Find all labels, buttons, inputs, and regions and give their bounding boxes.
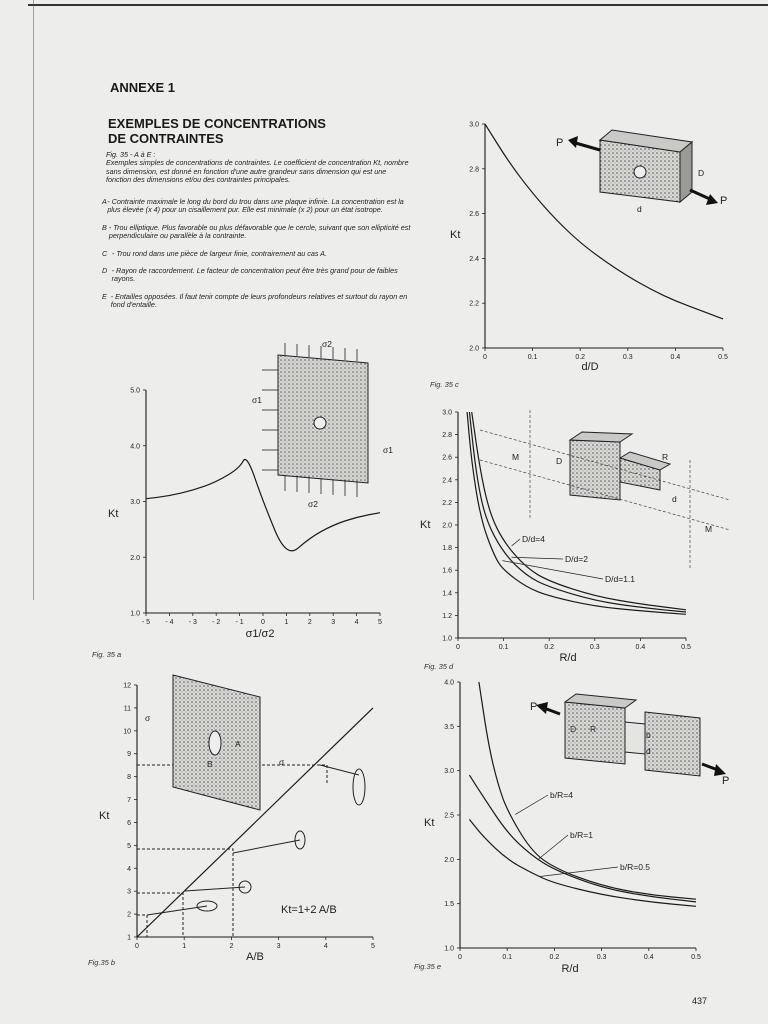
list-item: D - Rayon de raccordement. Le facteur de concentration peut être très grand pour de faibles rayons. — [102, 266, 398, 284]
y-tick-label: 2.0 — [444, 856, 454, 864]
y-tick-label: 5.0 — [130, 387, 140, 395]
stress-label: σ2 — [308, 499, 318, 509]
legend-label: D/d=4 — [522, 534, 545, 544]
y-tick-label: 3.0 — [130, 499, 140, 506]
y-tick-label: 1.4 — [442, 590, 452, 598]
x-tick-label: 0.2 — [549, 954, 560, 961]
x-tick-label: 5 — [371, 943, 375, 950]
stress-label: σ1 — [383, 445, 393, 455]
intro-block — [106, 151, 411, 185]
x-tick-label: 0 — [483, 354, 487, 361]
list-item: C - Trou rond dans une pièce de largeur finie, contrairement au cas A. — [102, 248, 327, 258]
stress-label: σ — [279, 757, 285, 767]
legend-leader — [539, 835, 568, 859]
chart-35d — [420, 400, 765, 665]
x-tick-label: 4 — [354, 619, 359, 626]
y-tick-label: 1.0 — [442, 635, 452, 643]
dim-label: R — [590, 724, 597, 734]
chart-35e — [420, 672, 765, 977]
title-line-1: EXEMPLES DE CONCENTRATIONS — [108, 116, 326, 131]
legend-label: b/R=1 — [570, 830, 593, 840]
y-tick-label: 1.0 — [444, 945, 454, 953]
y-tick-label: 1.6 — [442, 567, 452, 575]
y-tick-label: 4.0 — [130, 443, 140, 451]
y-tick-label: 1.8 — [442, 545, 452, 553]
y-tick-label: 2.0 — [469, 345, 479, 353]
plate-illustration — [262, 343, 368, 497]
page-number: 437 — [692, 996, 708, 1006]
x-tick-label: 0.3 — [589, 644, 600, 651]
y-tick-label: 1.0 — [130, 610, 140, 618]
x-tick-label: - 1 — [235, 619, 244, 626]
y-tick-label: 1 — [127, 934, 131, 942]
dim-label: b — [646, 730, 651, 740]
x-tick-label: 0 — [456, 644, 460, 651]
ticks — [442, 410, 691, 652]
y-tick-label: 2 — [127, 911, 131, 919]
dim-label: d — [672, 494, 677, 504]
x-tick-label: 0.5 — [718, 354, 728, 361]
x-tick-label: - 5 — [141, 619, 151, 626]
dim-label: D — [556, 456, 563, 466]
section-title — [108, 116, 368, 146]
top-rule — [28, 4, 768, 6]
legend-leader — [515, 795, 548, 815]
y-tick-label: 9 — [127, 751, 131, 759]
stress-label: σ1 — [252, 395, 262, 405]
y-axis-label: Kt — [424, 817, 435, 829]
y-tick-label: 3 — [127, 888, 131, 896]
y-tick-label: 3.0 — [469, 121, 479, 129]
y-tick-label: 2.4 — [442, 477, 452, 485]
load-label: P — [556, 137, 564, 149]
x-tick-label: 0 — [458, 954, 462, 961]
chart-35a — [100, 335, 395, 645]
y-tick-label: 2.2 — [442, 499, 452, 507]
y-tick-label: 3.0 — [442, 409, 452, 417]
y-tick-label: 2.8 — [442, 432, 452, 440]
y-axis-label: Kt — [108, 508, 119, 520]
y-tick-label: 5 — [127, 842, 131, 850]
dim-label: A — [235, 739, 241, 749]
y-tick-label: 2.0 — [442, 522, 452, 530]
legend-leader — [512, 539, 520, 546]
x-tick-label: 3 — [276, 943, 281, 950]
x-axis-label: σ1/σ2 — [245, 628, 275, 640]
dim-label: d — [646, 746, 651, 756]
dim-label: B — [207, 759, 213, 769]
legend-leader — [539, 867, 618, 877]
x-tick-label: 3 — [331, 619, 336, 626]
list-item: A - Contrainte maximale le long du bord du trou dans une plaque infinie. La concentration est la plus élevée (x 4) pour un cisaillement pur. Elle est minimale (x 2) pour un état isotrope. — [102, 197, 404, 215]
chart-35b — [95, 665, 395, 965]
dim-label: R — [662, 452, 669, 462]
load-label: P — [722, 775, 730, 787]
y-axis-label: Kt — [420, 519, 431, 531]
x-tick-label: 0 — [135, 943, 139, 950]
legend-label: D/d=2 — [565, 554, 588, 564]
x-tick-label: 0.5 — [681, 644, 691, 651]
x-tick-label: 0.2 — [544, 644, 555, 651]
load-label: P — [720, 195, 728, 207]
y-tick-label: 2.0 — [130, 554, 140, 562]
x-tick-label: 0.4 — [670, 354, 681, 361]
y-tick-label: 1.2 — [442, 612, 452, 620]
y-tick-label: 2.2 — [469, 300, 479, 308]
plate-illustration — [568, 130, 718, 205]
y-tick-label: 2.6 — [442, 454, 452, 462]
x-axis-label: d/D — [581, 361, 599, 373]
intro-fig-ref: Fig. 35 - A à E : — [106, 150, 156, 159]
x-tick-label: 5 — [378, 619, 382, 626]
list-item: E - Entailles opposées. Il faut tenir compte de leurs profondeurs relatives et surtout du rayon en fond d'entaille. — [102, 291, 408, 310]
dim-label: d — [637, 204, 642, 214]
legend-label: D/d=1.1 — [605, 574, 636, 584]
x-tick-label: - 3 — [188, 619, 197, 626]
moment-label: M — [512, 452, 520, 462]
y-tick-label: 2.4 — [469, 255, 479, 263]
y-tick-label: 4.0 — [444, 679, 454, 687]
dim-label: D — [570, 724, 577, 734]
x-tick-label: - 4 — [165, 619, 174, 626]
x-tick-label: 0.4 — [643, 954, 654, 961]
y-axis-label: Kt — [450, 229, 461, 241]
notched-bar-illustration — [536, 694, 726, 776]
y-tick-label: 2.8 — [469, 166, 479, 174]
x-tick-label: 1 — [182, 943, 187, 950]
y-tick-label: 3.5 — [444, 723, 454, 731]
moment-label: M — [705, 524, 713, 534]
x-tick-label: 0.4 — [635, 644, 646, 651]
x-tick-label: 0.1 — [498, 644, 509, 651]
y-tick-label: 10 — [123, 728, 131, 736]
caption-35c: Fig. 35 c — [430, 380, 459, 389]
x-tick-label: 2 — [307, 619, 312, 626]
y-tick-label: 2.5 — [444, 812, 454, 820]
caption-35e: Fig.35 e — [414, 962, 442, 971]
x-tick-label: - 2 — [212, 619, 221, 626]
x-tick-label: 0.3 — [596, 954, 607, 961]
y-tick-label: 8 — [127, 774, 131, 782]
y-tick-label: 12 — [123, 682, 131, 690]
list-item: B - Trou elliptique. Plus favorable ou plus défavorable que le cercle, suivant que son ellipticité est perpendiculaire ou parallèle à la contrainte. — [102, 222, 411, 241]
y-axis-label: Kt — [99, 810, 110, 822]
legend — [515, 790, 650, 877]
intro-text: Exemples simples de concentrations de contraintes. Le coefficient de concentration Kt, nombre sans dimension, est donné en fonction d'une autre grandeur sans dimension qui est une fonction des dimensions et/ou des contraintes principales. — [106, 158, 409, 185]
stress-label: σ2 — [322, 339, 332, 349]
x-tick-label: 0.1 — [527, 354, 538, 361]
items-list — [102, 198, 412, 310]
shaft-illustration — [480, 410, 730, 570]
load-label: P — [530, 701, 538, 713]
y-tick-label: 2.6 — [469, 211, 479, 219]
y-tick-label: 11 — [123, 705, 131, 713]
legend — [502, 534, 635, 584]
dim-label: D — [698, 168, 705, 178]
formula-label: Kt=1+2 A/B — [281, 904, 337, 916]
x-tick-label: 2 — [229, 943, 234, 950]
title-line-2: DE CONTRAINTES — [108, 131, 224, 146]
stress-label: σ — [145, 713, 151, 723]
y-tick-label: 6 — [127, 819, 131, 827]
legend-leader — [502, 561, 603, 579]
y-tick-label: 3.0 — [444, 768, 454, 776]
chart-35c — [440, 112, 740, 382]
legend-label: b/R=0.5 — [620, 862, 651, 872]
legend-label: b/R=4 — [550, 790, 573, 800]
x-tick-label: 0.3 — [622, 354, 633, 361]
x-tick-label: 0 — [261, 619, 265, 626]
y-tick-label: 1.5 — [444, 901, 454, 909]
plate-illustration — [173, 675, 260, 810]
y-tick-label: 7 — [127, 797, 131, 805]
caption-35a: Fig. 35 a — [92, 650, 122, 659]
x-axis-label: A/B — [246, 951, 264, 963]
x-tick-label: 0.5 — [691, 954, 701, 961]
annexe-heading: ANNEXE 1 — [110, 80, 176, 95]
x-tick-label: 0.1 — [502, 954, 513, 961]
left-margin-line — [33, 0, 34, 600]
x-tick-label: 4 — [323, 943, 328, 950]
caption-35b: Fig.35 b — [88, 958, 116, 967]
x-axis-label: R/d — [561, 963, 579, 975]
y-tick-label: 4 — [127, 865, 131, 873]
x-tick-label: 1 — [284, 619, 289, 626]
x-axis-label: R/d — [559, 652, 577, 664]
caption-35d: Fig. 35 d — [424, 662, 454, 671]
x-tick-label: 0.2 — [575, 354, 586, 361]
